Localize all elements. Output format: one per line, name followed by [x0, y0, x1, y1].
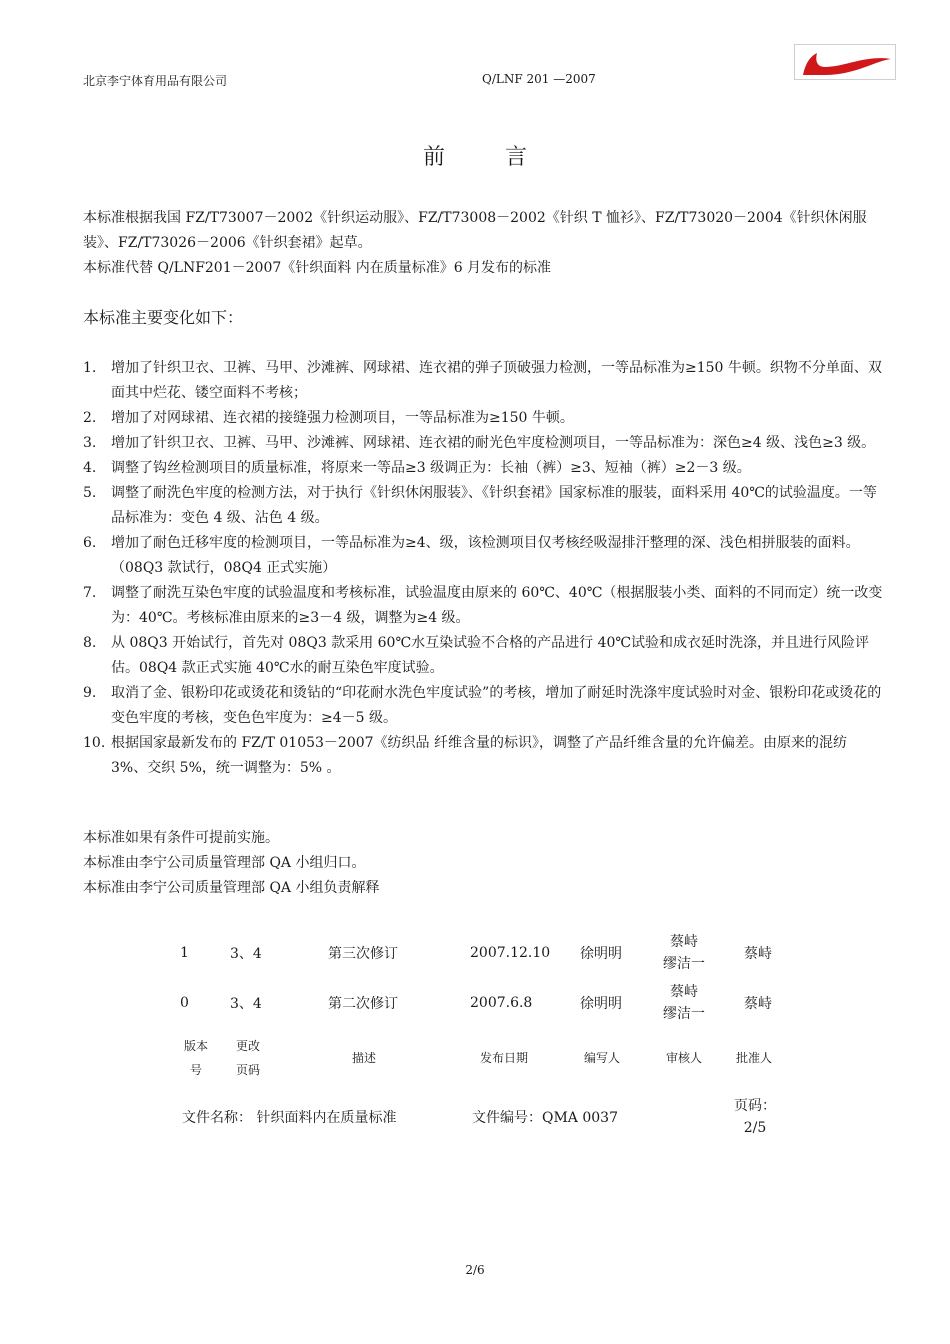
changes-list: [83, 356, 883, 781]
item-number: 8.: [83, 635, 97, 651]
item-text: 根据国家最新发布的 FZ/T 01053－2007《纺织品 纤维含量的标识》，调整了产品纤维含量的允许偏差。由原来的混纺 3%、交织 5%，统一调整为：5% 。: [111, 735, 848, 776]
table-row: [166, 978, 806, 1028]
item-number: 9.: [83, 685, 97, 701]
item-number: 3.: [83, 435, 97, 451]
header-author: 编写人: [584, 1051, 621, 1065]
item-number: 2.: [83, 410, 97, 426]
file-number: 文件编号：QMA 0037: [472, 1110, 619, 1126]
item-text: 调整了耐洗互染色牢度的试验温度和考核标准，试验温度由原来的 60℃、40℃（根据服装小类、面料的不同而定）统一改变为：40℃。考核标准由原来的≥3－4 级，调整为≥4 级。: [111, 585, 883, 626]
item-text: 增加了对网球裙、连衣裙的接缝强力检测项目，一等品标准为≥150 牛顿。: [111, 410, 574, 426]
item-text: 取消了金、银粉印花或烫花和烫钻的“印花耐水洗色牢度试验”的考核，增加了耐延时洗涤牢度试验时对金、银粉印花或烫花的变色牢度的考核，变色色牢度为：≥4－5 级。: [111, 685, 882, 726]
table-row: [166, 928, 806, 978]
reviewer-name: 蔡峙: [670, 934, 698, 950]
revision-table: [166, 928, 806, 1146]
intro-line: 本标准根据我国 FZ/T73007－2002《针织运动服》、FZ/T73008－2002《针织 T 恤衫》、FZ/T73020－2004《针织休闲服装》、FZ/T73026－2006《针织套裙》起草。: [83, 210, 867, 251]
item-number: 10.: [83, 735, 106, 751]
header-text: 页码: [235, 1063, 260, 1077]
list-item: [83, 481, 883, 531]
cell-reviewer: [663, 928, 705, 978]
cell-version: 0: [180, 995, 189, 1011]
list-item: [83, 581, 883, 631]
header-description: 描述: [352, 1051, 377, 1065]
footer-notes: [83, 826, 883, 901]
cell-author: 徐明明: [580, 996, 622, 1012]
cell-date: 2007.6.8: [470, 995, 533, 1011]
header-date: 发布日期: [480, 1051, 529, 1065]
cell-author: 徐明明: [580, 946, 622, 962]
page-number: 2/6: [465, 1263, 485, 1277]
item-number: 4.: [83, 460, 97, 476]
note-line: 本标准由李宁公司质量管理部 QA 小组归口。: [83, 855, 366, 871]
item-text: 增加了针织卫衣、卫裤、马甲、沙滩裤、网球裙、连衣裙的弹子顶破强力检测，一等品标准为≥150 牛顿。织物不分单面、双面其中烂花、镂空面料不考核；: [111, 360, 882, 401]
intro-paragraph: [83, 206, 883, 281]
table-header-row: [166, 1028, 806, 1088]
cell-pages: 3、4: [230, 946, 262, 962]
cell-version: 1: [180, 945, 189, 961]
li-ning-logo: [794, 44, 896, 80]
reviewer-name: 缪洁一: [663, 1006, 705, 1022]
intro-line: 本标准代替 Q/LNF201－2007《针织面料 内在质量标准》6 月发布的标准: [83, 260, 552, 276]
file-page-label: 页码：: [734, 1098, 776, 1114]
header-version: [174, 1028, 218, 1088]
item-number: 5.: [83, 485, 97, 501]
header-text: 号: [189, 1063, 202, 1077]
changes-heading: 本标准主要变化如下：: [83, 308, 244, 327]
header-reviewer: 审核人: [666, 1051, 703, 1065]
cell-approver: 蔡峙: [744, 996, 772, 1012]
reviewer-name: 蔡峙: [670, 984, 698, 1000]
list-item: [83, 681, 883, 731]
item-text: 从 08Q3 开始试行，首先对 08Q3 款采用 60℃水互染试验不合格的产品进行 40℃试验和成衣延时洗涤，并且进行风险评估。08Q4 款正式实施 40℃水的耐互染色牢度试验。: [111, 635, 870, 676]
note-line: 本标准如果有条件可提前实施。: [83, 830, 279, 846]
cell-reviewer: [663, 978, 705, 1028]
file-name: 文件名称： 针织面料内在质量标准: [182, 1110, 397, 1126]
header-pages: [228, 1028, 268, 1088]
list-item: [83, 431, 883, 456]
file-page-value: 2/5: [743, 1120, 767, 1136]
cell-pages: 3、4: [230, 996, 262, 1012]
header-approver: 批准人: [736, 1051, 773, 1065]
file-page: [734, 1088, 776, 1146]
item-text: 增加了耐色迁移牢度的检测项目，一等品标准为≥4、级，该检测项目仅考核经吸湿排汗整理的深、浅色相拼服装的面料。（08Q3 款试行，08Q4 正式实施）: [111, 535, 860, 576]
header-text: 更改: [235, 1039, 260, 1053]
cell-description: 第二次修订: [328, 996, 398, 1012]
item-text: 增加了针织卫衣、卫裤、马甲、沙滩裤、网球裙、连衣裙的耐光色牢度检测项目，一等品标准为：深色≥4 级、浅色≥3 级。: [111, 435, 876, 451]
header-text: 版本: [183, 1039, 208, 1053]
company-name: 北京李宁体育用品有限公司: [83, 74, 228, 88]
list-item: [83, 631, 883, 681]
page-title: 前言: [422, 145, 587, 170]
list-item: [83, 731, 883, 781]
item-text: 调整了钩丝检测项目的质量标准，将原来一等品≥3 级调正为：长袖（裤）≥3、短袖（裤）≥2－3 级。: [111, 460, 751, 476]
list-item: [83, 456, 883, 481]
file-info-row: [166, 1088, 806, 1146]
item-number: 7.: [83, 585, 97, 601]
list-item: [83, 406, 883, 431]
document-code: Q/LNF 201 —2007: [482, 72, 596, 86]
cell-approver: 蔡峙: [744, 946, 772, 962]
item-text: 调整了耐洗色牢度的检测方法，对于执行《针织休闲服装》、《针织套裙》国家标准的服装，面料采用 40℃的试验温度。一等品标准为：变色 4 级、沾色 4 级。: [111, 485, 877, 526]
list-item: [83, 531, 883, 581]
reviewer-name: 缪洁一: [663, 956, 705, 972]
list-item: [83, 356, 883, 406]
cell-description: 第三次修订: [328, 946, 398, 962]
item-number: 1.: [83, 360, 97, 376]
cell-date: 2007.12.10: [470, 945, 551, 961]
item-number: 6.: [83, 535, 97, 551]
note-line: 本标准由李宁公司质量管理部 QA 小组负责解释: [83, 880, 380, 896]
